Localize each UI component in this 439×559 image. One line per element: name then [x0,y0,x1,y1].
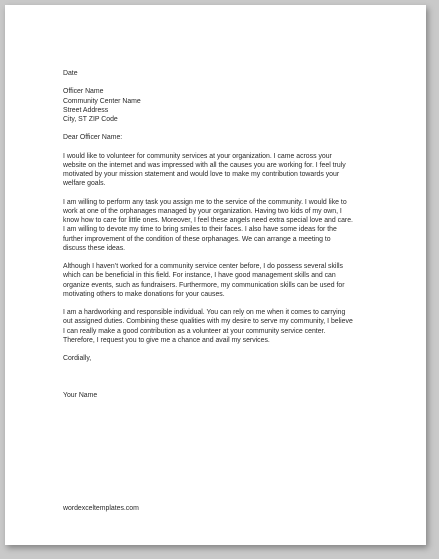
closing: Cordially, [63,355,92,363]
paragraph-line: I can really make a good contribution as a volunteer at your community service center. [63,327,326,335]
paragraph-line: welfare goals. [63,180,106,188]
paragraph-line: I would like to volunteer for community services at your organization. I came across your [63,152,332,160]
paragraph-line: discuss these ideas. [63,244,126,252]
paragraph-line: Although I haven’t worked for a community service center before, I do possess several skills [63,263,343,271]
paragraph-line: which can be beneficial in this field. For instance, I have good management skills and can [63,272,336,280]
signature-name: Your Name [63,392,98,400]
paragraph-line: Therefore, I request you to give me a chance and avail my services. [63,336,270,344]
recipient-line: City, ST ZIP Code [63,116,118,123]
letter-body [63,69,393,401]
paragraph-line: motivated by your mission statement and would love to make my contribution towards your [63,171,340,179]
salutation: Dear Officer Name: [63,134,123,142]
recipient-line: Officer Name [63,88,104,96]
paragraph-line: I am a hardworking and responsible individual. You can rely on me when it comes to carrying [63,309,346,317]
paragraph-line: motivating others to make donations for your causes. [63,290,225,298]
paragraph-2 [63,198,393,253]
recipient-line: Community Center Name [63,97,141,105]
paragraph-line: I am willing to perform any task you assign me to the service of the community. I would like to [63,198,347,206]
paragraph-3 [63,262,393,299]
paragraph-line: organize events, such as fundraisers. Furthermore, my communication skills can be used for [63,281,345,289]
paragraph-line: website on the internet and was impressed with all the causes you are working for. I feel truly [63,161,346,169]
paragraph-line: know how to care for little ones. Moreover, I feel these angels need extra special love and care. [63,217,353,225]
paragraph-line: I am willing to devote my time to bring smiles to their faces. I also have some ideas for the [63,226,337,234]
recipient-line: Street Address [63,106,109,114]
letter-page [5,5,426,545]
date-line: Date [63,70,78,77]
paragraph-1 [63,152,393,189]
website-footer: wordexceltemplates.com [63,505,139,512]
paragraph-line: further improvement of the condition of these orphanages. We can arrange a meeting to [63,235,331,243]
paragraph-4 [63,308,393,345]
paragraph-line: out assigned duties. Combining these qualities with my desire to serve my community, I believe [63,318,353,326]
paragraph-line: work at one of the orphanages managed by your organization. Having two kids of my own, I [63,207,342,215]
recipient-block [63,87,393,124]
